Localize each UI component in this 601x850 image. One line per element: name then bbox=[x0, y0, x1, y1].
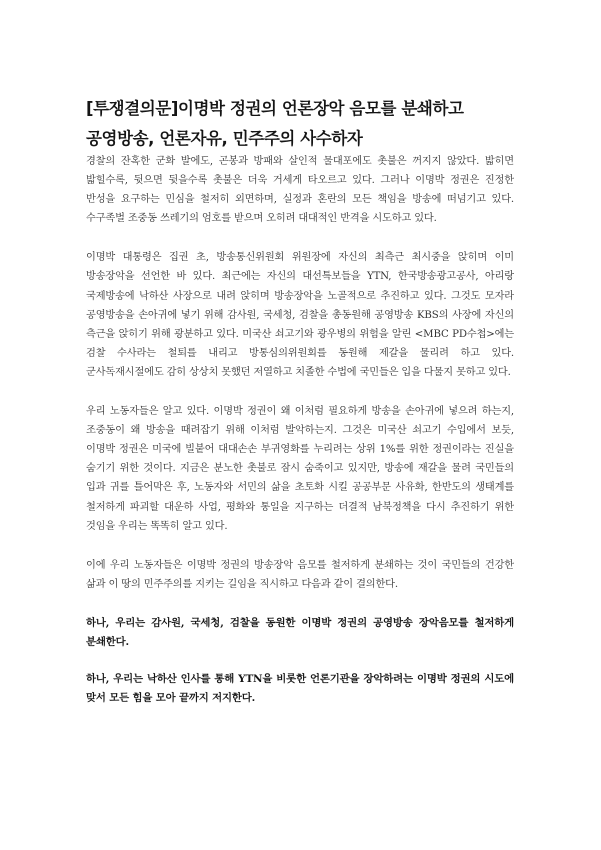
body-paragraph-3: 우리 노동자들은 알고 있다. 이명박 정권이 왜 이처럼 필요하게 방송을 손아귀에 넣으려 하는지, 조중동이 왜 방송을 때려잡기 위해 이처럼 발악하는지. 그것은 미국산 쇠고기 수입에서 보듯, 이명박 정권은 미국에 빌붙어 대대손손 부귀영화를 누리려는 상위 1%를 위한 정권이라는 진실을 숨기기 위한 것이다. 지금은 분노한 촛불로 잠시 숨죽이고 있지만, 방송에 재갈을 물려 국민들의 입과 귀를 틀어막은 후, 노동자와 서민의 삶을 초토화 시킬 공공부문 사유화, 한반도의 생태계를 철저하게 파괴할 대운하 사업, 평화와 통일을 지구하는 더결적 남북정책을 다시 추진하기 위한 것임을 우리는 똑똑히 알고 있다. bbox=[86, 406, 514, 532]
resolution-2: 하나, 우리는 낙하산 인사를 통해 YTN을 비롯한 언론기관을 장악하려는 이명박 정권의 시도에 맞서 모든 힘을 모아 끝까지 저지한다. bbox=[86, 673, 514, 705]
body-paragraph-2: 이명박 대통령은 집권 초, 방송통신위원회 위원장에 자신의 최측근 최시중을 앉히며 이미 방송장악을 선언한 바 있다. 최근에는 자신의 대선특보들을 YTN, 한국방송광고공사, 아리랑 국제방송에 낙하산 사장으로 내려 앉히며 방송장악을 노골적으로 추진하고 있다. 그것도 모자라 공영방송을 손아귀에 넣기 위해 감사원, 국세청, 검찰을 총동원해 공영방송 KBS의 사장에 자신의 측근을 앉히기 위해 광분하고 있다. 미국산 쇠고기와 광우병의 위험을 알린 <MBC PD수첩>에는 검찰 수사라는 철퇴를 내리고 방통심의위원회를 동원해 제갈을 물리려 하고 있다. 군사독재시절에도 감히 상상치 못했던 저열하고 치졸한 수법에 국민들은 입을 다물지 못하고 있다. bbox=[86, 252, 514, 378]
document-title bbox=[86, 94, 526, 154]
body-paragraph-1: 경찰의 잔혹한 군화 발에도, 곤봉과 방패와 살인적 물대포에도 촛불은 꺼지지 않았다. 밟히면 밟힐수록, 뒷으면 뒷을수록 촛불은 더욱 거세게 타오르고 있다. 그러나 이명박 정권은 진정한 반성을 요구하는 민심을 철저히 외면하며, 실정과 혼란의 모든 책임을 방송에 떠넘기고 있다. 수구족벌 조중동 쓰레기의 엄호를 받으며 오히려 대대적인 반격을 시도하고 있다. bbox=[86, 156, 514, 225]
title-line-2: 공영방송, 언론자유, 민주주의 사수하자 bbox=[86, 129, 363, 148]
title-line-1: [투쟁결의문]이명박 정권의 언론장악 음모를 분쇄하고 bbox=[86, 99, 464, 118]
resolution-1: 하나, 우리는 감사원, 국세청, 검찰을 동원한 이명박 정권의 공영방송 장악음모를 철저하게 분쇄한다. bbox=[86, 616, 514, 648]
body-paragraph-4: 이에 우리 노동자들은 이명박 정권의 방송장악 음모를 철저하게 분쇄하는 것이 국민들의 건강한 삶과 이 땅의 민주주의를 지키는 길임을 직시하고 다음과 같이 결의한다. bbox=[86, 559, 514, 590]
document-body bbox=[86, 152, 514, 726]
